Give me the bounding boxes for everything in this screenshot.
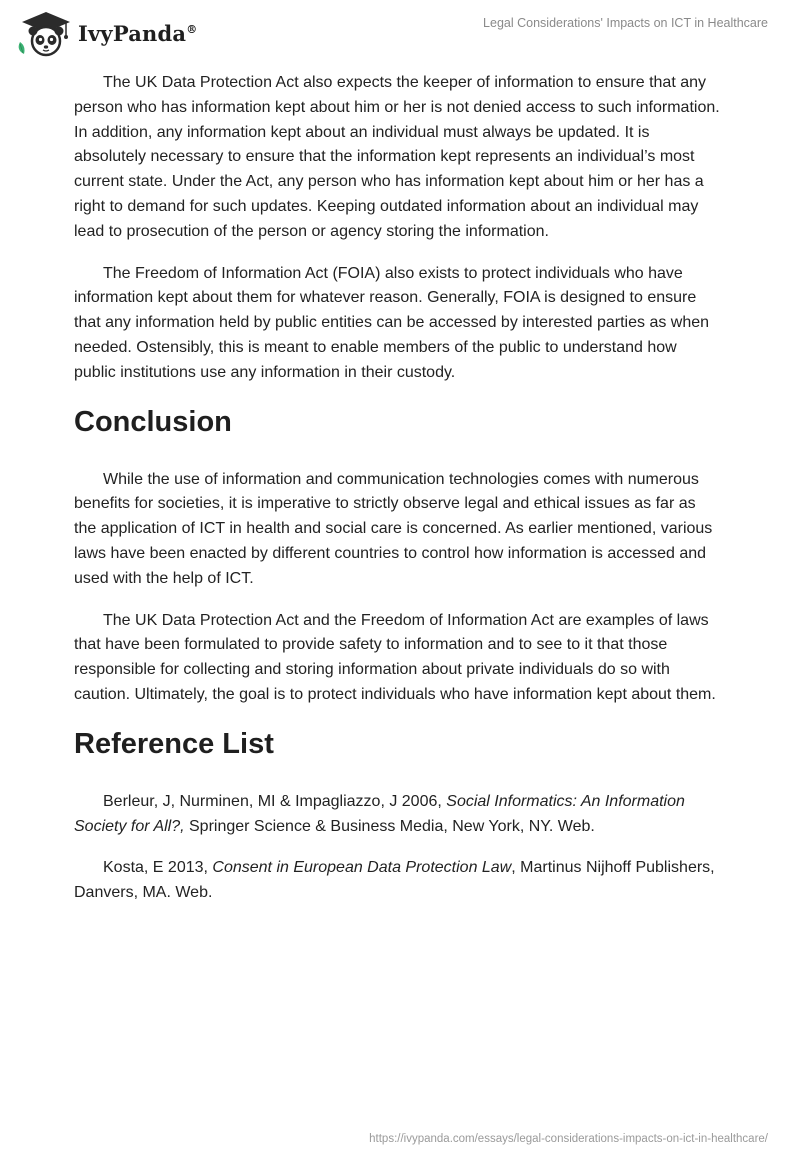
paragraph: The Freedom of Information Act (FOIA) also exists to protect individuals who have information kept about them for whatever reason. Generally, FOIA is designed to ensure that any information held by public entities can be accessed by interested parties as when needed. Ostensibly, this is meant to enable members of the public to understand how public institutions use any information in their custody.: [74, 264, 710, 381]
reference-entry: Kosta, E 2013, Consent in European Data Protection Law, Martinus Nijhoff Publishers, Danvers, MA. Web.: [74, 859, 715, 902]
essay-content: [74, 71, 720, 923]
paragraph: The UK Data Protection Act also expects the keeper of information to ensure that any person who has information kept about him or her is not denied access to such information. In addition, any information kept about an individual must always be updated. It is absolutely necessary to ensure that the information kept represents an individual’s most current state. Under the Act, any person who has information kept about him or her has a right to demand for such updates. Keeping outdated information about an individual may lead to prosecution of the person or agency storing the information.: [74, 74, 720, 240]
document-title: Legal Considerations' Impacts on ICT in Healthcare: [483, 16, 768, 30]
paragraph: While the use of information and communication technologies comes with numerous benefits for societies, it is imperative to strictly observe legal and ethical issues as far as the application of ICT in health and social care is concerned. As earlier mentioned, various laws have been enacted by different countries to control how information is accessed and used with the help of ICT.: [74, 470, 713, 587]
source-url[interactable]: https://ivypanda.com/essays/legal-considerations-impacts-on-ict-in-healthcare/: [369, 1133, 768, 1145]
page-header: [0, 0, 800, 64]
panda-graduation-cap-icon: [14, 8, 74, 58]
brand-name: IvyPanda®: [78, 20, 198, 46]
section-heading-conclusion: Conclusion: [74, 405, 232, 438]
brand-logo[interactable]: [14, 8, 197, 58]
reference-entry: Berleur, J, Nurminen, MI & Impagliazzo, J 2006, Social Informatics: An Information Society for All?, Springer Science & Business Media, New York, NY. Web.: [74, 792, 685, 835]
paragraph: The UK Data Protection Act and the Freedom of Information Act are examples of laws that have been formulated to provide safety to information and to see to it that those responsible for collecting and storing information about private individuals do so with caution. Ultimately, the goal is to protect individuals who have information kept about them.: [74, 611, 716, 703]
section-heading-references: Reference List: [74, 727, 274, 760]
